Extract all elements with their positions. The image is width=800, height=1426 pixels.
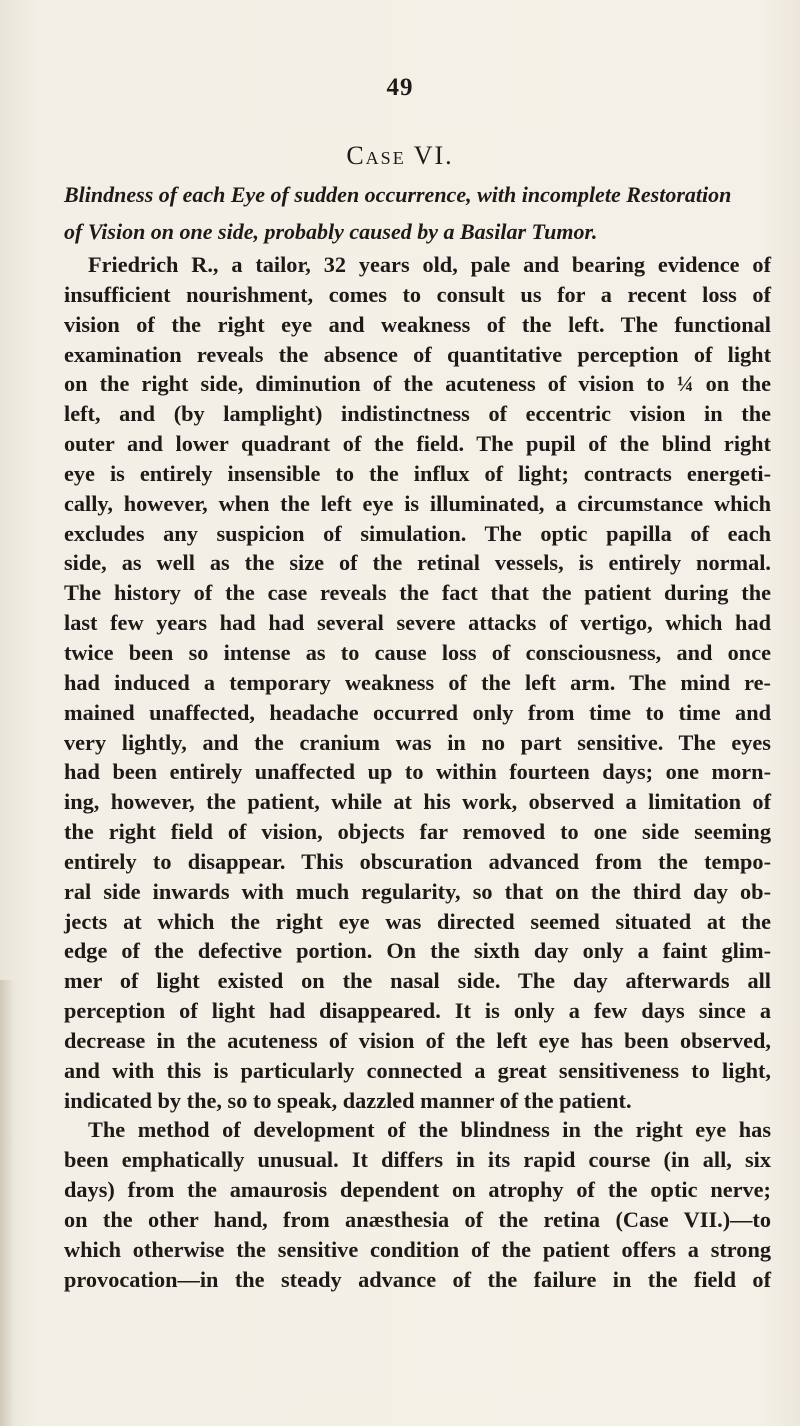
text-line: been emphatically unusual. It differs in its rapid course (in all, six [64,1147,771,1173]
text-line: on the other hand, from anæsthesia of the retina (Case VII.)—to [64,1207,771,1232]
case-body-text [64,250,771,1295]
text-line: examination reveals the absence of quantitative perception of light [64,341,771,367]
page-number: 49 [386,74,414,101]
subtitle-line: of Vision on one side, probably caused by a Basilar Tumor. [64,219,598,244]
text-line: jects at which the right eye was directed seemed situated at the [64,908,771,934]
text-line: provocation—in the steady advance of the failure in the field of [64,1266,771,1292]
text-line: days) from the amaurosis dependent on atrophy of the optic nerve; [64,1177,771,1203]
text-line: entirely to disappear. This obscuration advanced from the tempo- [64,848,771,874]
case-title: Case VI. [346,141,454,170]
subtitle-line: Blindness of each Eye of sudden occurrence, with incomplete Restoration [64,182,732,207]
text-line: mer of light existed on the nasal side. The day afterwards all [64,968,771,994]
text-line: twice been so intense as to cause loss of consciousness, and once [64,639,771,665]
text-line: and with this is particularly connected a great sensitiveness to light, [64,1057,771,1083]
text-line: cally, however, when the left eye is illuminated, a circumstance which [64,490,771,516]
text-line: The method of development of the blindness in the right eye has [88,1117,771,1143]
text-line: ing, however, the patient, while at his work, observed a limitation of [64,789,771,815]
text-line: eye is entirely insensible to the influx of light; contracts energeti- [64,460,771,486]
text-line: insufficient nourishment, comes to consult us for a recent loss of [64,281,771,307]
text-line: The history of the case reveals the fact that the patient during the [64,580,771,606]
text-line: vision of the right eye and weakness of the left. The functional [64,311,771,337]
text-line: outer and lower quadrant of the field. The pupil of the blind right [64,431,771,457]
text-line: had been entirely unaffected up to within fourteen days; one morn- [64,759,771,785]
text-line: mained unaffected, headache occurred only from time to time and [64,699,771,725]
text-line: ral side inwards with much regularity, so that on the third day ob- [64,878,771,904]
text-line: perception of light had disappeared. It is only a few days since a [64,998,771,1024]
text-line: which otherwise the sensitive condition of the patient offers a strong [64,1236,771,1262]
text-line: Friedrich R., a tailor, 32 years old, pale and bearing evidence of [88,252,771,277]
text-line: indicated by the, so to speak, dazzled manner of the patient. [64,1087,632,1113]
text-line: left, and (by lamplight) indistinctness of eccentric vision in the [64,401,771,427]
text-line: very lightly, and the cranium was in no part sensitive. The eyes [64,729,771,755]
page-edge-shadow [0,980,14,1426]
case-subtitle [64,176,770,250]
text-line: last few years had had several severe attacks of vertigo, which had [64,610,771,636]
text-line: had induced a temporary weakness of the left arm. The mind re- [64,669,771,695]
text-line: decrease in the acuteness of vision of the left eye has been observed, [64,1027,771,1053]
text-line: side, as well as the size of the retinal vessels, is entirely normal. [64,550,771,576]
text-line: the right field of vision, objects far removed to one side seeming [64,819,771,845]
text-line: excludes any suspicion of simulation. The optic papilla of each [64,520,771,546]
text-line: edge of the defective portion. On the sixth day only a faint glim- [64,938,771,964]
text-line: on the right side, diminution of the acuteness of vision to ¼ on the [64,371,771,397]
